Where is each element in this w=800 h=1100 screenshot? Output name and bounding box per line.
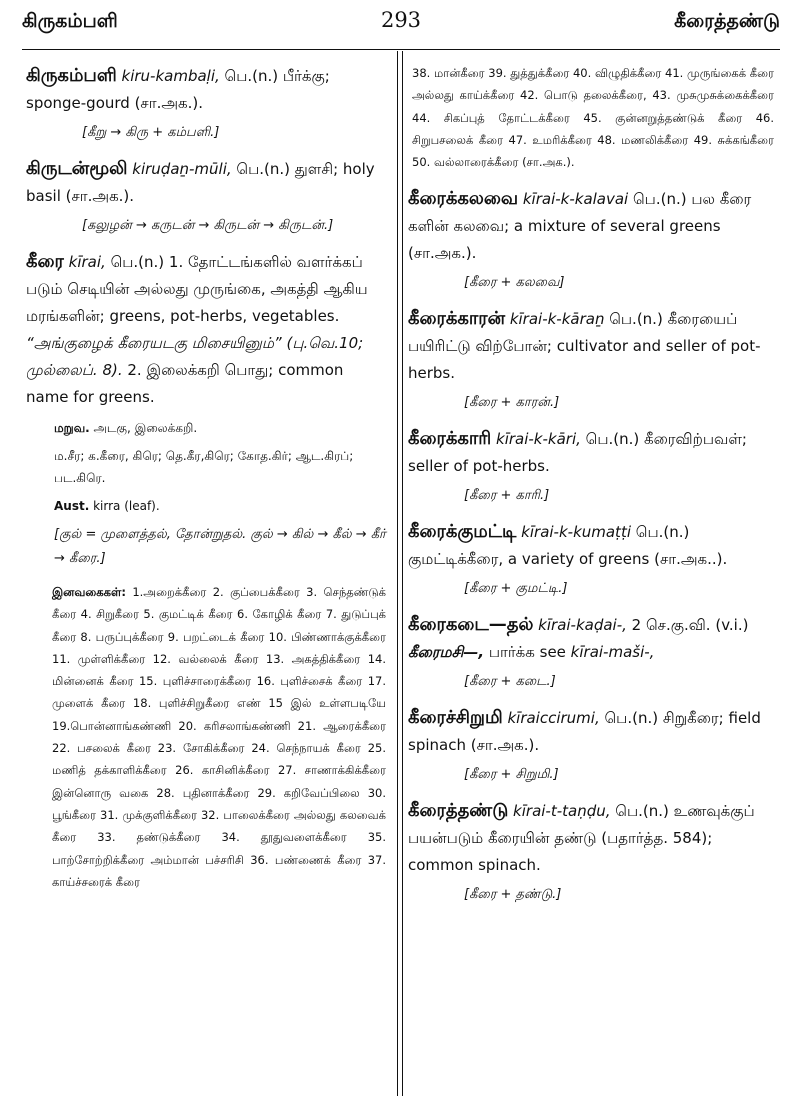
running-head-right: கீரைத்தண்டு — [674, 10, 780, 32]
definition: பெ.(n.) 1. தோட்டங்களில் வளர்க்கப் படும் செடியின் அல்லது முருங்கை, அகத்தி ஆகிய மரங்களின்; greens, pot-herbs, vegetables. — [26, 253, 368, 325]
definition: பெ.(n.) குமட்டிக்கீரை, a variety of greens (சா.அக..). — [408, 523, 728, 569]
headword: கிருடன்மூலி — [26, 158, 128, 179]
transliteration: kīrai-t-taṇḍu, — [513, 802, 611, 821]
etymology: [கீரை + தண்டு.] — [464, 887, 562, 903]
varieties-list-continued: 38. மான்கீரை 39. துத்துக்கீரை 40. விழுதிக்கீரை 41. முருங்கைக் கீரை அல்லது காய்க்கீரை 42. பொடு தலைக்கீரை, 43. முசுமுசுக்கைக்கீரை 44. சிகப்புத் தோட்டக்கீரை 45. குன்னறுத்தண்டுக் கீரை 46. சிறுபசலைக் கீரை 47. உமரிக்கீரை 48. மணலிக்கீரை 49. சுக்கங்கீரை 50. வல்லாரைக்கீரை (சா.அக.). — [412, 66, 774, 170]
definition: 2. இலைக்கறி பொது; common name for greens. — [26, 361, 344, 406]
varieties-label: இனவகைகள்: — [52, 585, 126, 599]
dictionary-entry — [26, 155, 386, 210]
definition: பெ.(n.) பீர்க்கு; sponge-gourd (சா.அக.). — [26, 67, 330, 112]
dictionary-entry — [408, 185, 774, 267]
transliteration: kiru-kambaḷi, — [121, 67, 220, 85]
etymology: [கீரை + கடை.] — [464, 674, 556, 690]
etymology: [கலுழன் → கருடன் → கிருடன் → கிருடன்.] — [82, 218, 334, 233]
etymology: [கீரை + காரி.] — [464, 488, 550, 504]
header-rule — [22, 49, 780, 50]
headword: கீரைக்காரன் — [408, 308, 506, 330]
definition: பார்க்க see — [484, 643, 571, 662]
definition: பெ.(n.) கீரைவிற்பவள்; seller of pot-herbs. — [408, 430, 747, 476]
page-header — [22, 6, 780, 36]
cross-reference-transliteration: kīrai-maši-, — [570, 643, 655, 662]
dictionary-entry — [408, 305, 774, 387]
etymology: [கீறு → கிரு + கம்பளி.] — [82, 125, 220, 140]
cross-reference: கீரைமசி—, — [408, 643, 485, 662]
varieties-text: 1.அறைக்கீரை 2. குப்பைக்கீரை 3. செந்தண்டுக் கீரை 4. சிறுகீரை 5. குமட்டிக் கீரை 6. கோழிக் கீரை 7. துடுப்புக் கீரை 8. பருப்புக்கீரை 9. பறட்டைக் கீரை 10. பிண்ணாக்குக்கீரை 11. முள்ளிக்கீரை 12. வல்லைக் கீரை 13. அகத்திக்கீரை 14. மின்னைக் கீரை 15. புளிச்சாரைக்கீரை 16. புளிச்சைக் கீரை 17. முளைக் கீரை 18. புளிச்சிறுகீரை எண் 15 இல் உள்ளபடியே 19.பொன்னாங்கண்ணி 20. கரிசலாங்கண்ணி 21. ஆரைக்கீரை 22. பசலைக் கீரை 23. சோகிக்கீரை 24. செந்நாயக் கீரை 25. மணித் தக்காளிக்கீரை 26. காசினிக்கீரை 27. சாணாக்கிக்கீரை இன்னொரு வகை 28. புதினாக்கீரை 29. கறிவேப்பிலை 30. பூங்கீரை 31. முக்குளிக்கீரை 32. பாலைக்கீரை அல்லது கலவைக் கீரை 33. தண்டுக்கீரை 34. தூதுவளைக்கீரை 35. பாற்சோற்றிக்கீரை அம்மான் பச்சரிசி 36. பண்ணைக் கீரை 37. காய்ச்சரைக் கீரை — [52, 585, 386, 889]
definition: பெ.(n.) சிறுகீரை; field spinach (சா.அக.). — [408, 709, 761, 755]
definition: பெ.(n.) பல கீரை களின் கலவை; a mixture of several greens (சா.அக.). — [408, 190, 752, 263]
cognates: ம.சீர; க.கீரை, கிரெ; தெ.கீர,கிரெ; கோத.கிர்; ஆட.கிரப்; பட.கிரெ. — [54, 449, 354, 485]
aust-label: Aust. — [54, 499, 90, 513]
synonyms — [26, 417, 386, 439]
synonym-label: மறுவ. — [54, 421, 90, 435]
definition: பெ.(n.) கீரையைப் பயிரிட்டு விற்போன்; cultivator and seller of pot-herbs. — [408, 310, 761, 383]
headword: கீரைக்குமட்டி — [408, 521, 517, 543]
dictionary-entry — [408, 704, 774, 759]
transliteration: kīrai, — [68, 253, 106, 271]
austric-cognate — [26, 495, 386, 517]
citation: “அங்குழைக் கீரையடகு மிசையினும்” (பு.வெ.10; முல்லைப். 8). — [26, 334, 364, 379]
transliteration: kīrai-k-kāri, — [496, 430, 581, 449]
dictionary-entry — [408, 797, 774, 879]
etymology: [கீரை + காரன்.] — [464, 395, 560, 411]
etymology: [குல் = முளைத்தல், தோன்றுதல். குல் → கில் → கீல் → கீர் → கீரை.] — [54, 527, 386, 566]
transliteration: kīrai-k-kalavai — [522, 190, 629, 209]
running-head-left: கிருகம்பளி — [22, 10, 118, 32]
definition: பெ.(n.) துளசி; holy basil (சா.அக.). — [26, 160, 375, 205]
definition: 2 செ.கு.வி. (v.i.) — [626, 616, 749, 635]
aust-text: kirra (leaf). — [89, 499, 160, 513]
headword: கீரைகடை—தல் — [408, 614, 534, 636]
etymology: [கீரை + குமட்டி.] — [464, 581, 568, 597]
headword: கீரைத்தண்டு — [408, 800, 509, 822]
dictionary-entry — [408, 611, 774, 666]
headword: கீரைக்காரி — [408, 428, 492, 450]
dictionary-entry — [408, 425, 774, 480]
transliteration: kīraiccirumi, — [507, 709, 600, 728]
headword: கீரைக்கலவை — [408, 188, 519, 210]
etymology: [கீரை + சிறுமி.] — [464, 767, 559, 783]
transliteration: kīrai-k-kumaṭṭi — [521, 523, 631, 542]
synonym-text: அடகு, இலைக்கறி. — [89, 421, 198, 435]
headword: கீரை — [26, 251, 64, 272]
dictionary-entry — [26, 248, 386, 411]
left-column — [26, 62, 386, 893]
right-column — [408, 62, 774, 917]
dictionary-entry — [408, 518, 774, 573]
etymology: [கீரை + கலவை] — [464, 275, 565, 291]
transliteration: kīrai-kaḍai-, — [538, 616, 627, 635]
dictionary-entry — [26, 62, 386, 117]
headword: கீரைச்சிறுமி — [408, 707, 503, 729]
definition: பெ.(n.) உணவுக்குப் பயன்படும் கீரையின் தண்டு (பதார்த்த. 584); common spinach. — [408, 802, 755, 875]
headword: கிருகம்பளி — [26, 65, 117, 86]
transliteration: kiruḍaṉ-mūli, — [132, 160, 232, 178]
transliteration: kīrai-k-kāraṉ — [509, 310, 605, 329]
page-number: 293 — [380, 8, 422, 32]
varieties-list — [26, 581, 386, 893]
column-divider — [397, 51, 403, 1096]
